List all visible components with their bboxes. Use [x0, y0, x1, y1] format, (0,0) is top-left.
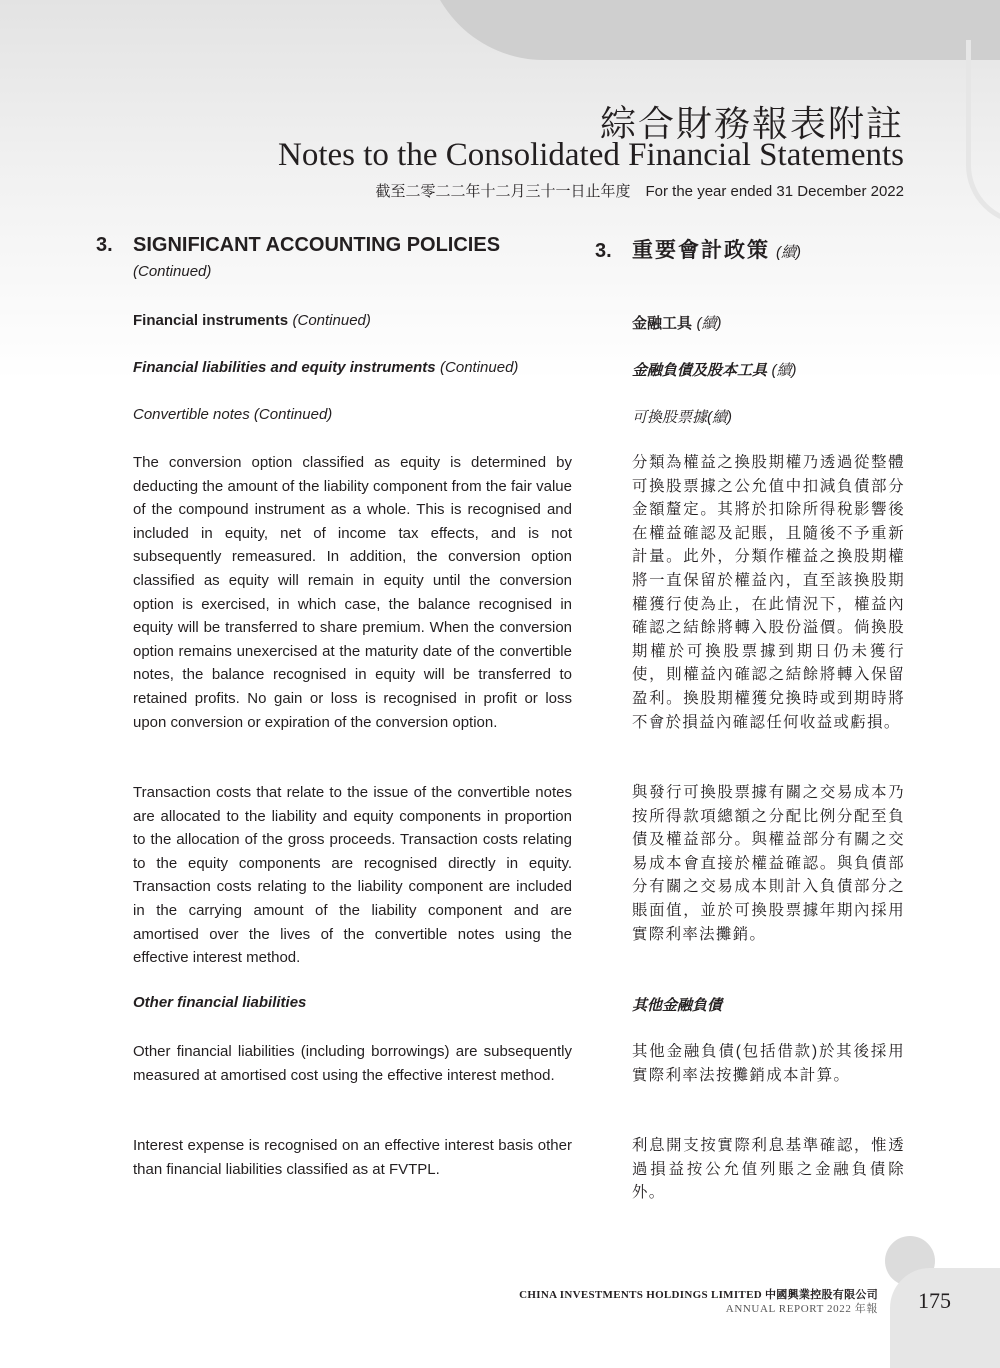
section-continued-zh: (續) [776, 244, 801, 261]
subheading-text: 金融負債及股本工具 [632, 362, 768, 379]
page-title-zh: 綜合財務報表附註 [599, 104, 904, 145]
subheading-other-financial-liabilities-zh: 其他金融負債 [632, 997, 723, 1014]
section-heading-en [96, 234, 572, 257]
subheading-financial-instruments-zh [632, 312, 905, 333]
footer-company-name: CHINA INVESTMENTS HOLDINGS LIMITED 中國興業控股有限公司 [519, 1289, 878, 1301]
section-title-zh: 重要會計政策 [632, 239, 770, 262]
subheading-convertible-notes-zh: 可換股票據(續) [632, 409, 732, 426]
continued-label: (續) [771, 362, 797, 379]
paragraph-interest-expense: Interest expense is recognised on an effective interest basis other than financial liabilities classified as at FVTPL. [133, 1137, 572, 1178]
subheading-financial-instruments [133, 312, 572, 330]
subheading-text: Financial instruments [133, 312, 289, 329]
section-heading-zh [595, 234, 905, 264]
section-number: 3. [96, 234, 113, 256]
paragraph-conversion-option: The conversion option classified as equity is determined by deducting the amount of the liability component from the fair value of the compound instrument as a whole. This is recognised and included in equity, net of income tax effects, and is not subsequently remeasured. In addition, the conversion option classified as equity will remain in equity until the conversion option is exercised, in which case, the balance recognised in equity will be transferred to share premium. When the conversion option remains unexercised at the maturity date of the convertible notes, the balance recognised in equity will be transferred to retained profits. No gain or loss is recognised in profit or loss upon conversion or expiration of the conversion option. [133, 454, 572, 731]
subheading-text: Financial liabilities and equity instruments [133, 359, 436, 376]
subheading-financial-liabilities-zh [632, 359, 905, 380]
subheading-financial-liabilities [133, 359, 572, 377]
continued-label: (Continued) [440, 359, 519, 376]
section-continued-en: (Continued) [133, 263, 212, 280]
chinese-column [595, 234, 905, 1202]
section-title-en: SIGNIFICANT ACCOUNTING POLICIES [133, 234, 501, 256]
section-number-zh: 3. [595, 240, 612, 262]
footer-page-tab [890, 1268, 1000, 1368]
footer-report-label: ANNUAL REPORT 2022 年報 [725, 1303, 878, 1315]
continued-label: (續) [696, 315, 722, 332]
paragraph-interest-expense-zh: 利息開支按實際利息基準確認，惟透過損益按公允值列賬之金融負債除外。 [632, 1137, 905, 1202]
subheading-text: 金融工具 [632, 315, 693, 332]
paragraph-transaction-costs: Transaction costs that relate to the issue of the convertible notes are allocated to the liability and equity components in proportion to the allocation of the gross proceeds. Transaction costs relating to the equity components are recognised directly in equity. Transaction costs relating to the liability component are included in the carrying amount of the liability component and are amortised over the lives of the convertible notes using the effective interest method. [133, 784, 572, 967]
paragraph-transaction-costs-zh: 與發行可換股票據有關之交易成本乃按所得款項總額之分配比例分配至負債及權益部分。與權益部分有關之交易成本會直接於權益確認。與負債部分有關之交易成本則計入負債部分之賬面值，並於可換股票據年期內採用實際利率法攤銷。 [632, 784, 905, 943]
period-subtitle: 截至二零二二年十二月三十一日止年度 For the year ended 31 December 2022 [375, 183, 904, 200]
paragraph-other-financial-liabilities-zh: 其他金融負債(包括借款)於其後採用實際利率法按攤銷成本計算。 [632, 1043, 905, 1084]
paragraph-conversion-option-zh: 分類為權益之換股期權乃透過從整體可換股票據之公允值中扣減負債部分金額釐定。其將於扣除所得稅影響後在權益確認及記賬，且隨後不予重新計量。此外，分類作權益之換股期權將一直保留於權益內，直至該換股期權獲行使為止，在此情況下，權益內確認之結餘將轉入股份溢價。倘換股期權於可換股票據到期日仍未獲行使，則權益內確認之結餘將轉入保留盈利。換股期權獲兌換時或到期時將不會於損益內確認任何收益或虧損。 [632, 454, 905, 731]
subheading-convertible-notes: Convertible notes (Continued) [133, 406, 333, 423]
subheading-other-financial-liabilities: Other financial liabilities [133, 994, 307, 1011]
paragraph-other-financial-liabilities: Other financial liabilities (including borrowings) are subsequently measured at amortised cost using the effective interest method. [133, 1043, 572, 1084]
continued-label: (Continued) [292, 312, 371, 329]
page-number: 175 [918, 1288, 951, 1313]
english-column [96, 234, 572, 1178]
decorative-arc [424, 0, 1000, 60]
page-title-en: Notes to the Consolidated Financial Statements [278, 137, 904, 173]
